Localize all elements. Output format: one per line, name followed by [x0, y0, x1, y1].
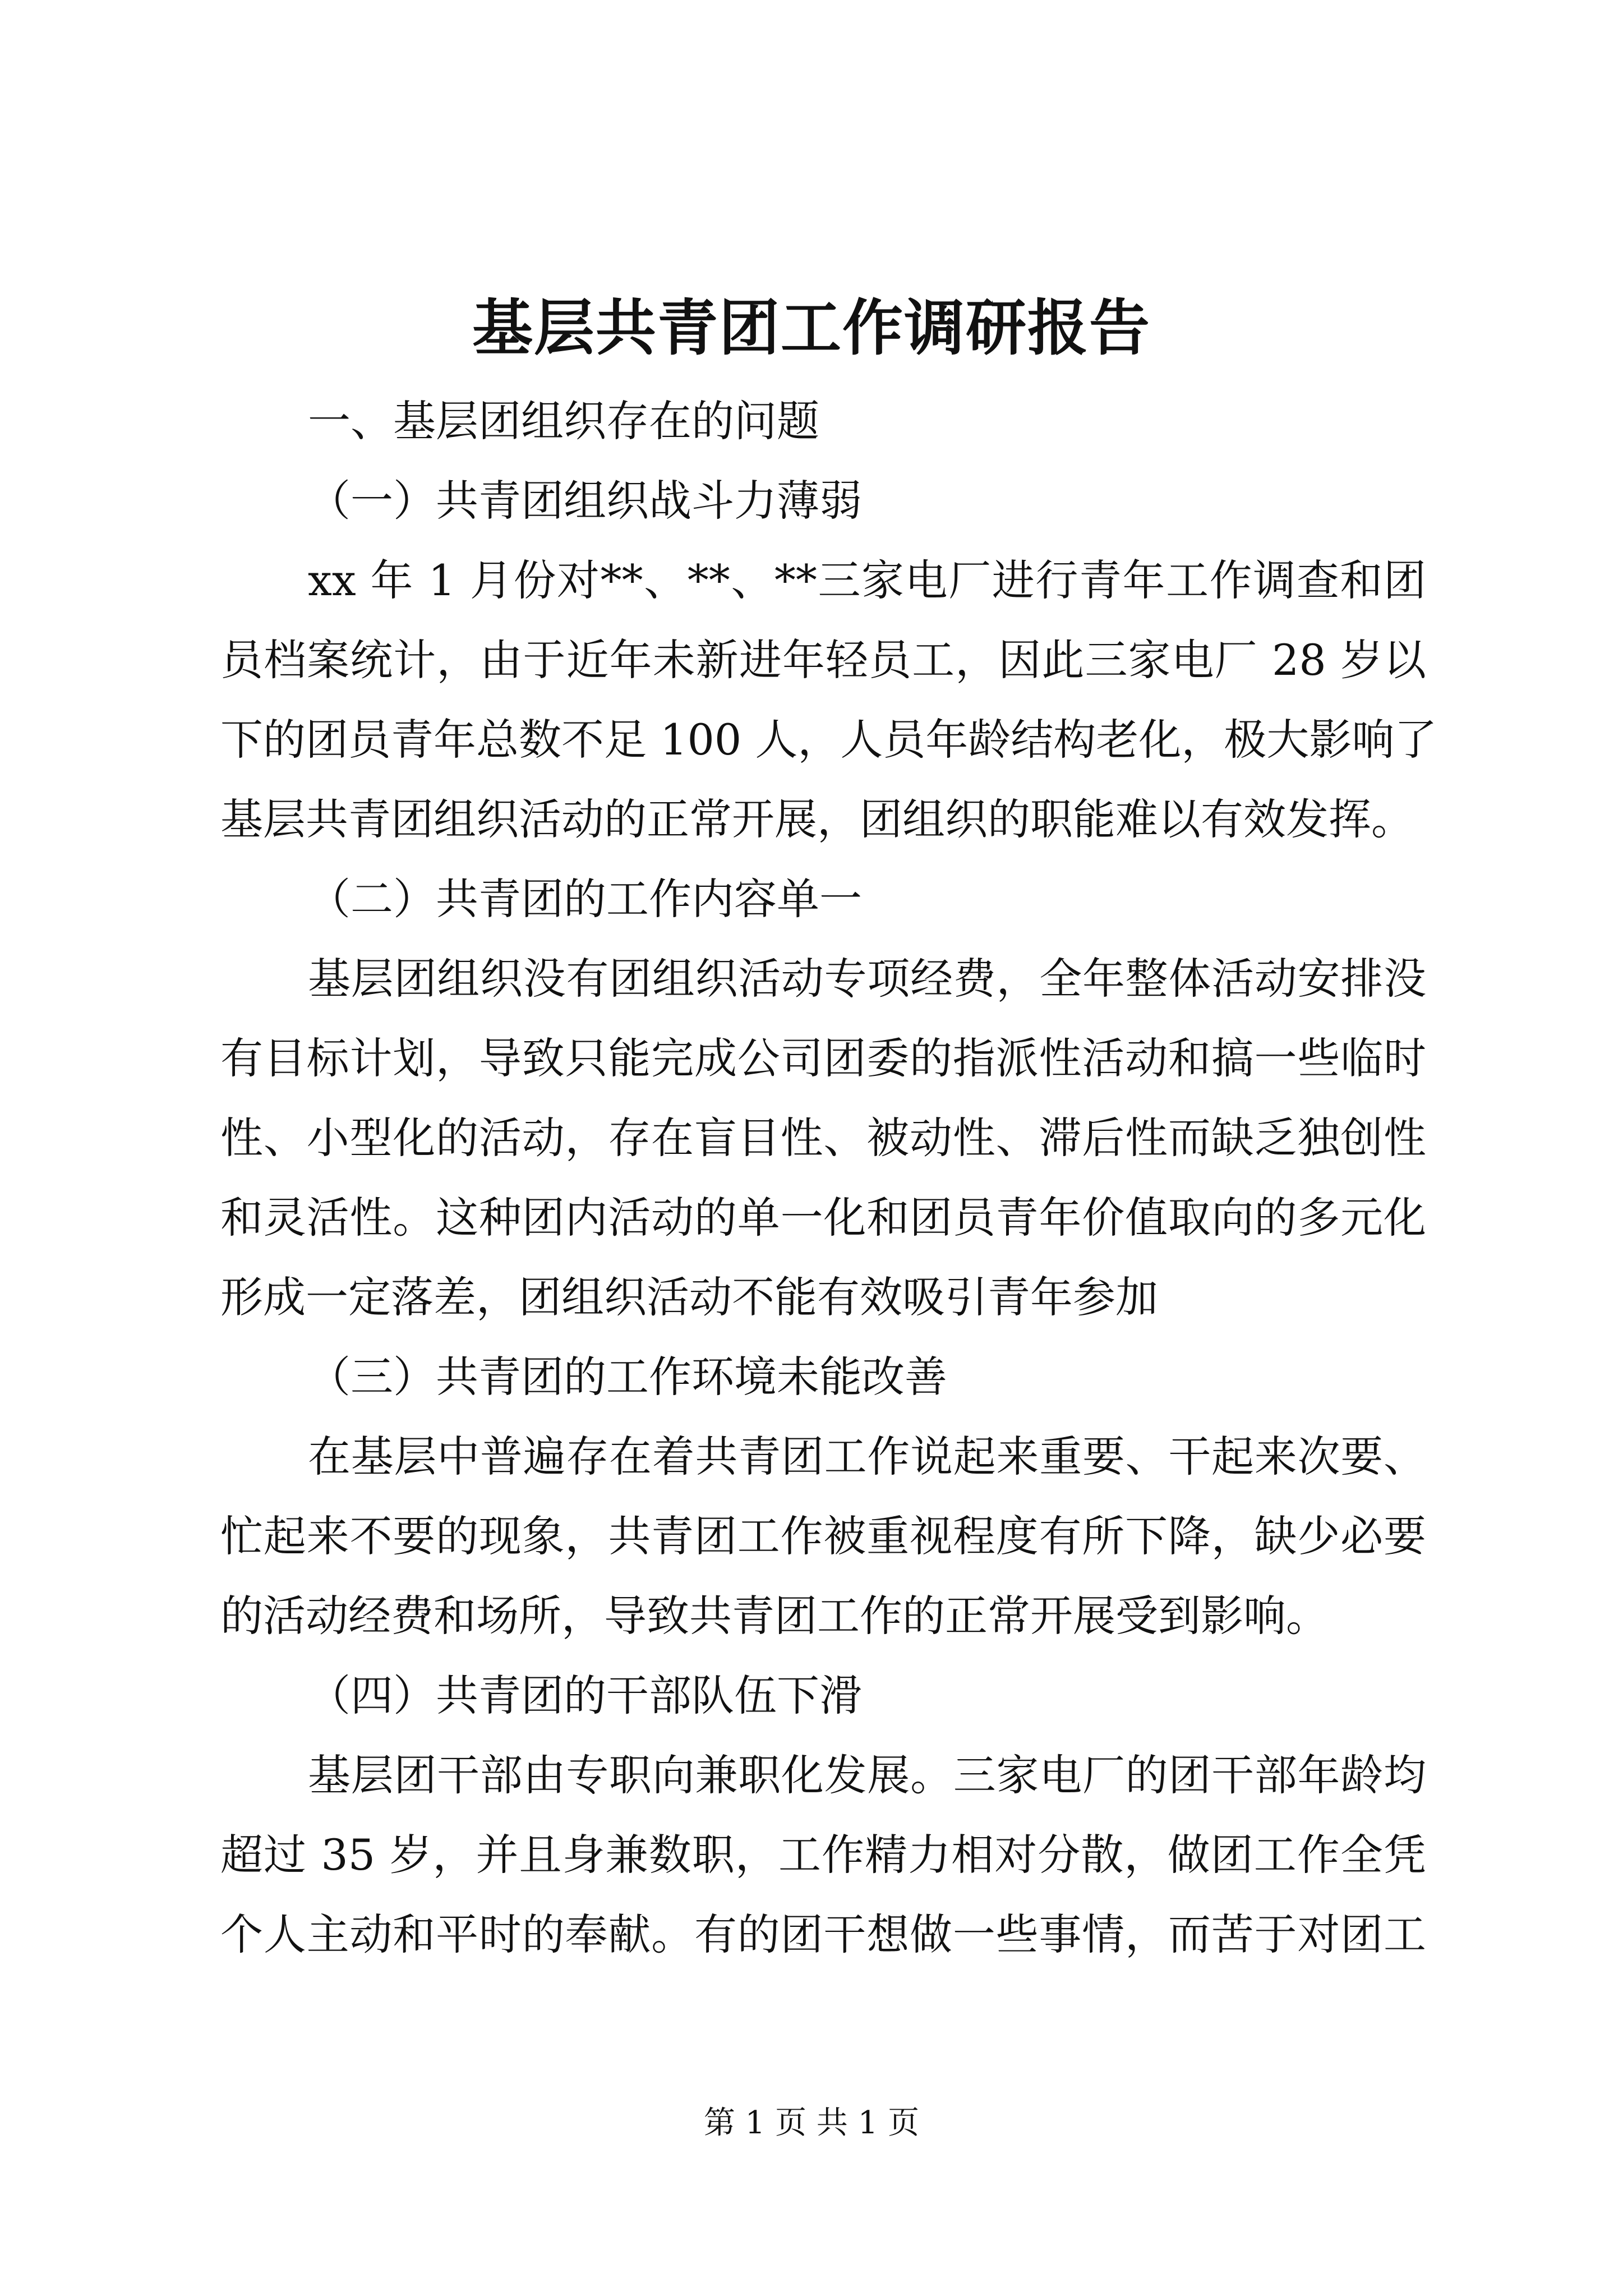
document-body	[220, 381, 1437, 1975]
paragraph-line: xx 年 1 月份对**、**、**三家电厂进行青年工作调查和团	[308, 555, 1426, 605]
section-heading: 一、基层团组织存在的问题	[308, 396, 819, 446]
paragraph-line: 有目标计划，导致只能完成公司团委的指派性活动和搞一些临时	[220, 1033, 1426, 1083]
paragraph-line: 下的团员青年总数不足 100 人，人员年龄结构老化，极大影响了	[220, 715, 1437, 765]
paragraph-line: 在基层中普遍存在着共青团工作说起来重要、干起来次要、	[308, 1432, 1426, 1481]
page-footer: 第 1 页 共 1 页	[703, 2105, 920, 2141]
paragraph-line: 形成一定落差，团组织活动不能有效吸引青年参加	[220, 1272, 1158, 1322]
paragraph-line: 员档案统计，由于近年未新进年轻员工，因此三家电厂 28 岁以	[220, 635, 1426, 685]
paragraph-line: 性、小型化的活动，存在盲目性、被动性、滞后性而缺乏独创性	[220, 1113, 1426, 1163]
paragraph-line: 个人主动和平时的奉献。有的团干想做一些事情，而苦于对团工	[220, 1910, 1426, 1959]
document-title: 基层共青团工作调研报告	[472, 293, 1151, 364]
paragraph-line: 和灵活性。这种团内活动的单一化和团员青年价值取向的多元化	[220, 1193, 1426, 1243]
subsection-heading: （四）共青团的干部队伍下滑	[308, 1671, 862, 1720]
paragraph-line: 超过 35 岁，并且身兼数职，工作精力相对分散，做团工作全凭	[220, 1830, 1426, 1880]
paragraph-line: 忙起来不要的现象，共青团工作被重视程度有所下降，缺少必要	[220, 1511, 1426, 1561]
subsection-heading: （一）共青团组织战斗力薄弱	[308, 476, 862, 526]
paragraph-line: 基层共青团组织活动的正常开展，团组织的职能难以有效发挥。	[220, 794, 1414, 844]
paragraph-line: 的活动经费和场所，导致共青团工作的正常开展受到影响。	[220, 1591, 1329, 1641]
subsection-heading: （二）共青团的工作内容单一	[308, 874, 862, 924]
paragraph-line: 基层团组织没有团组织活动专项经费，全年整体活动安排没	[308, 954, 1426, 1004]
paragraph-line: 基层团干部由专职向兼职化发展。三家电厂的团干部年龄均	[308, 1750, 1426, 1800]
subsection-heading: （三）共青团的工作环境未能改善	[308, 1352, 947, 1402]
